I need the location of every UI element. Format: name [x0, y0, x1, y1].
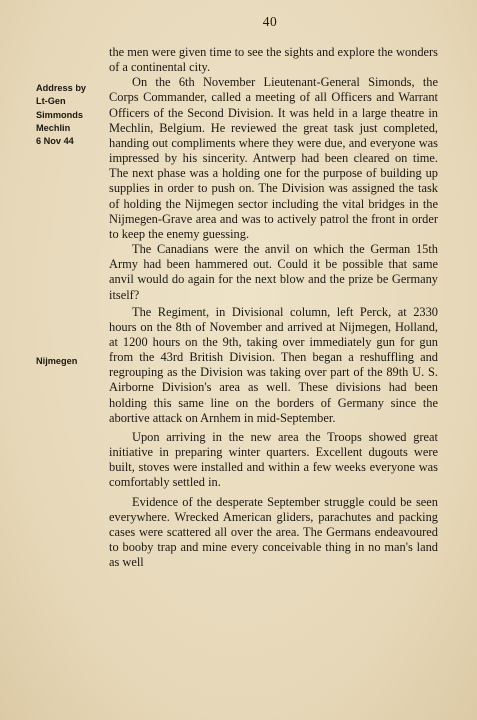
- paragraph: Upon arriving in the new area the Troops showed great initiative in preparing winter quarters. Excellent dugouts were built, stoves were installed and within a few weeks everyone was comfortably settled in.: [109, 429, 438, 490]
- margin-note-nijmegen: Nijmegen: [36, 356, 78, 366]
- paragraph: Evidence of the desperate September struggle could be seen everywhere. Wrecked American gliders, parachutes and packing cases were scattered all over the area. The Germans endeavoured to booby trap and mine every conceivable thing in no man's land as well: [109, 494, 438, 570]
- margin-note-address: Address by Lt-Gen Simmonds Mechlin 6 Nov 44: [36, 83, 87, 147]
- page-number: 40: [262, 14, 278, 29]
- paragraph: The Canadians were the anvil on which the German 15th Army had been hammered out. Could it be possible that same anvil would do again for the next blow and the prize be Germany itself?: [109, 242, 438, 302]
- body-text: [109, 45, 438, 570]
- paragraph: The Regiment, in Divisional column, left Perck, at 2330 hours on the 8th of November and arrived at Nijmegen, Holland, at 1200 hours on the 9th, taking over immediately gun for gun from the 43rd British Division. Then began a reshuffling and regrouping as the Division was taking over part of the 89th U. S. Airborne Division's area as well. These divisions had been holding this same line on the borders of Germany since the abortive attack on Arnhem in mid-September.: [109, 304, 438, 425]
- paragraph: the men were given time to see the sights and explore the wonders of a continental city.: [109, 45, 438, 75]
- paragraph: On the 6th November Lieutenant-General Simonds, the Corps Commander, called a meeting of all Officers and Warrant Officers of the Second Division. It was held in a large theatre in Mechlin, Belgium. He reviewed the great task just completed, handing out compliments where they were due, and everyone was impressed by his sincerity. Antwerp had been cleared on time. The next phase was a holding one for the purpose of building up supplies in order to push on. The Division was assigned the task of holding the Nijmegen sector including the vital bridges in the Nijmegen-Grave area and was to actively patrol the front in order to keep the enemy guessing.: [109, 75, 438, 241]
